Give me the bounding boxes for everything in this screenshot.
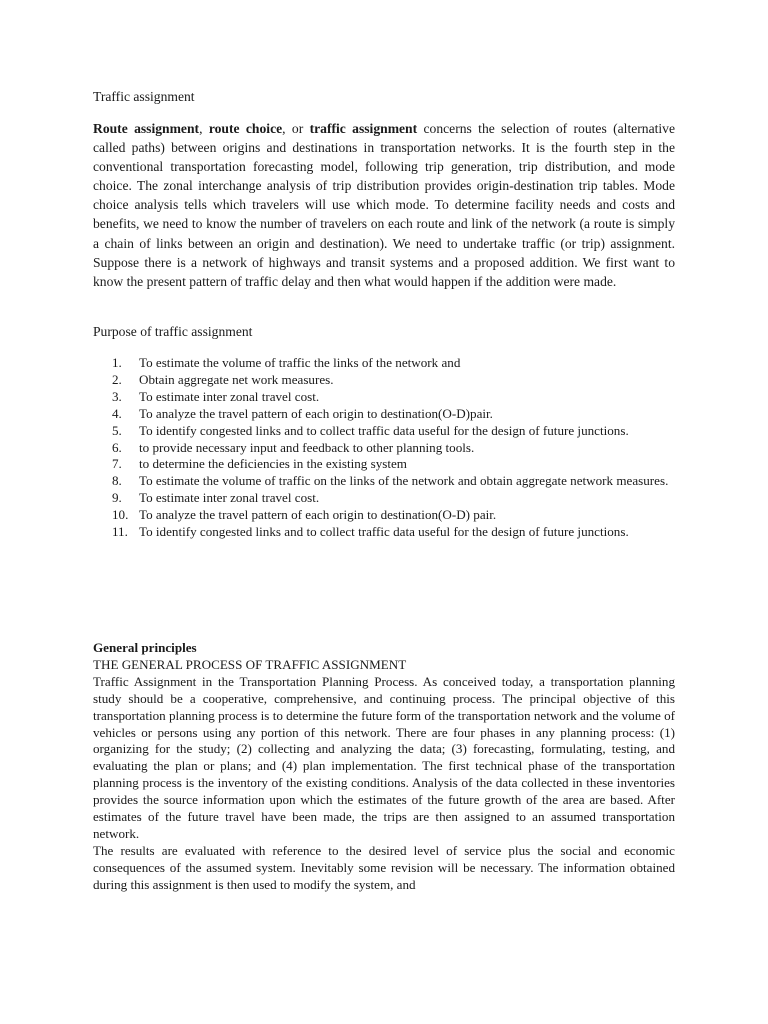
list-item — [93, 473, 675, 490]
list-item — [93, 355, 675, 372]
list-item-text: To analyze the travel pattern of each origin to destination(O-D)pair. — [139, 405, 493, 421]
general-principles-heading: General principles — [93, 640, 197, 655]
list-number: 3. — [112, 388, 122, 404]
list-number: 4. — [112, 405, 122, 421]
list-item-text: to provide necessary input and feedback to other planning tools. — [139, 439, 475, 455]
section-title-purpose: Purpose of traffic assignment — [93, 324, 253, 339]
list-number: 5. — [112, 422, 122, 438]
list-item — [93, 490, 675, 507]
list-item-text: To estimate the volume of traffic on the links of the network and obtain aggregate network measures. — [139, 473, 669, 489]
purpose-list — [93, 355, 675, 541]
intro-text: concerns the selection of routes (alternative called paths) between origins and destinations in transportation networks. It is the fourth step in the conventional transportation forecasting model, following trip generation, trip distribution, and mode choice. The zonal interchange analysis of trip distribution provides origin-destination trip tables. Mode choice analysis tells which travelers will use which mode. To determine facility needs and costs and benefits, we need to know the number of travelers on each route and link of the network (a route is simply a chain of links between an origin and destination). We need to undertake traffic (or trip) assignment. Suppose there is a network of highways and transit systems and a proposed addition. We first want to know the present pattern of traffic delay and then what would happen if the addition were made. — [93, 121, 675, 289]
term-traffic-assignment: traffic assignment — [309, 121, 418, 136]
list-number: 11. — [112, 524, 128, 540]
general-paragraph-2: The results are evaluated with reference to the desired level of service plus the social and economic consequences of the assumed system. Inevitably some revision will be necessary. The information obtained during this assignment is then used to modify the system, and — [93, 842, 675, 892]
list-number: 10. — [112, 507, 129, 523]
list-item — [93, 524, 675, 541]
list-number: 2. — [112, 371, 122, 387]
list-item-text: To estimate the volume of traffic the links of the network and — [139, 355, 461, 370]
list-item-text: to determine the deficiencies in the existing system — [139, 456, 407, 472]
general-paragraph-1: Traffic Assignment in the Transportation Planning Process. As conceived today, a transportation planning study should be a cooperative, comprehensive, and continuing process. The principal objective of this transportation planning process is to determine the future form of the transportation network and the volume of vehicles or persons using any portion of this network. There are four phases in any planning process: (1) organizing for the study; (2) collecting and analyzing the data; (3) forecasting, formulating, testing, and evaluating the plan or plans; and (4) plan implementation. The first technical phase of the transportation planning process is the inventory of the existing conditions. Analysis of the data collected in these inventories provides the source information upon which the estimates of the future growth of the area are based. After estimates of the future travel have been made, the trips are then assigned to an assumed transportation network. — [93, 673, 675, 841]
list-number: 1. — [112, 355, 122, 370]
general-process-subheading: THE GENERAL PROCESS OF TRAFFIC ASSIGNMENT — [93, 656, 407, 672]
separator: , — [199, 121, 209, 136]
list-item-text: To identify congested links and to collect traffic data useful for the design of future junctions. — [139, 422, 629, 438]
term-route-assignment: Route assignment — [93, 121, 200, 136]
intro-paragraph — [93, 119, 675, 291]
list-item-text: Obtain aggregate net work measures. — [139, 371, 334, 387]
list-number: 6. — [112, 439, 122, 455]
list-item — [93, 440, 675, 457]
list-item-text: To estimate inter zonal travel cost. — [139, 490, 320, 506]
general-principles-section — [93, 640, 675, 894]
section-title-traffic-assignment: Traffic assignment — [93, 89, 195, 104]
list-item-text: To identify congested links and to collect traffic data useful for the design of future junctions. — [139, 524, 629, 540]
list-number: 9. — [112, 490, 122, 506]
list-number: 8. — [112, 473, 122, 489]
list-number: 7. — [112, 456, 122, 472]
list-item — [93, 423, 675, 440]
list-item — [93, 507, 675, 524]
list-item — [93, 406, 675, 423]
list-item — [93, 372, 675, 389]
list-item — [93, 389, 675, 406]
separator: , or — [282, 121, 310, 136]
list-item-text: To estimate inter zonal travel cost. — [139, 388, 320, 404]
list-item-text: To analyze the travel pattern of each origin to destination(O-D) pair. — [139, 507, 497, 523]
list-item — [93, 456, 675, 473]
term-route-choice: route choice — [208, 121, 283, 136]
